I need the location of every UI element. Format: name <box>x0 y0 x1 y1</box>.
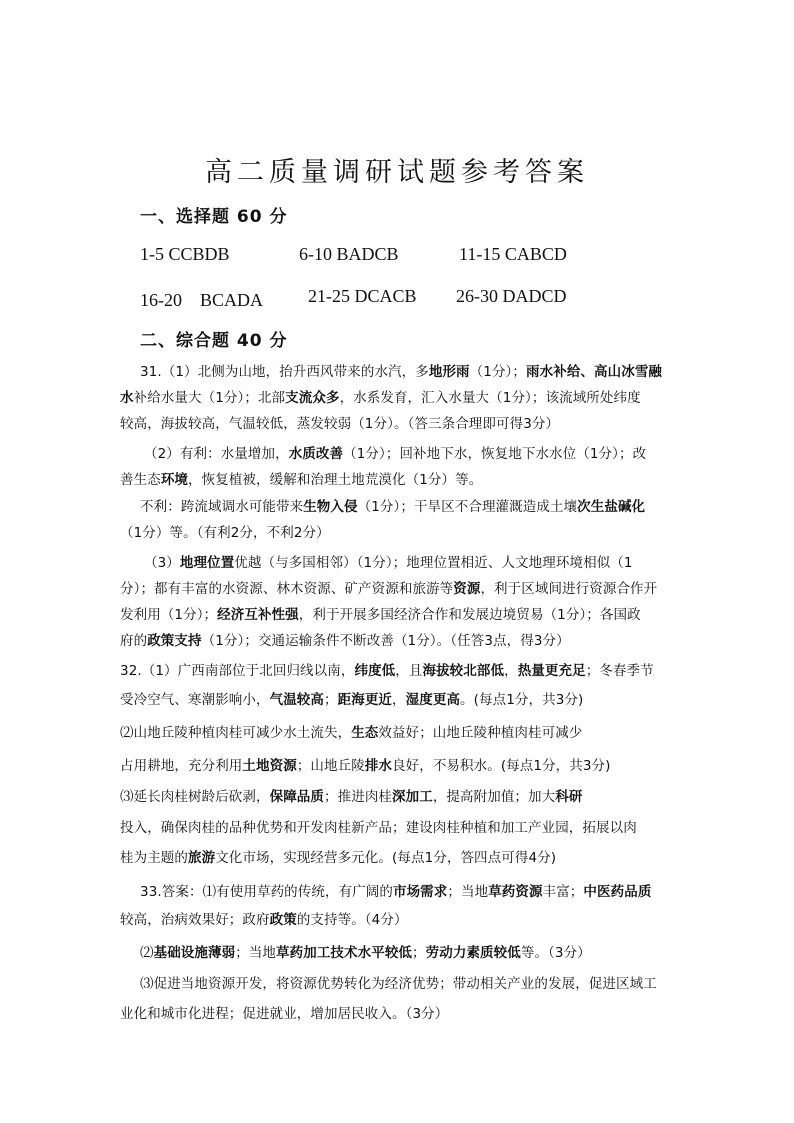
answer-text: ⑵山地丘陵种植肉桂可减少水土流失， <box>120 725 352 741</box>
answer-text: 不利：跨流域调水可能带来 <box>140 499 304 515</box>
key-term: 土地资源 <box>242 758 297 774</box>
answer-text: ，恢复植被，缓解和治理土地荒漠化（1分）等。 <box>188 472 483 488</box>
answer-text: 占用耕地，充分利用 <box>120 758 243 774</box>
answer-line <box>120 631 570 651</box>
answer-text: （2）有利：水量增加， <box>144 446 289 462</box>
answer-text: 投入，确保肉桂的品种优势和开发肉桂新产品；建设肉桂种植和加工产业园，拓展以肉 <box>120 820 637 836</box>
answer-text: ；山地丘陵 <box>296 758 365 774</box>
answer-text: 善生态 <box>120 472 161 488</box>
key-term: 水质改善 <box>288 446 344 462</box>
answer-line <box>120 910 408 930</box>
answer-line <box>140 974 657 994</box>
answer-line <box>120 414 559 434</box>
answer-line <box>120 690 583 710</box>
answer-text: ， <box>392 692 406 708</box>
answer-text: 发利用（1分）； <box>120 607 218 623</box>
key-term: 保障品质 <box>269 789 325 805</box>
answer-text: ⑶促进当地资源开发，将资源优势转化为经济优势；带动相关产业的发展，促进区域工 <box>140 976 657 992</box>
answer-text: 文化市场，实现经营多元化。(每点1分，答四点可得4分) <box>215 850 557 866</box>
answer-text: 分）；都有丰富的水资源、林木资源、矿产资源和旅游等 <box>120 581 454 597</box>
key-term: 政策 <box>269 912 297 928</box>
answer-text: 桂为主题的 <box>120 850 188 866</box>
answer-line <box>120 523 330 543</box>
key-term: 气温较高 <box>269 692 325 708</box>
key-term: 距海更近 <box>337 692 393 708</box>
answer-text: 较高，治病效果好；政府 <box>120 912 270 928</box>
answer-text: （1分）； <box>469 364 527 380</box>
answer-line <box>120 661 654 681</box>
key-term: 排水 <box>364 758 393 774</box>
key-term: 环境 <box>160 472 189 488</box>
answer-group: 21-25 DCACB <box>308 286 417 306</box>
key-term: 湿度更高 <box>405 692 461 708</box>
answer-line <box>140 497 645 517</box>
key-term: 基础设施薄弱 <box>153 945 236 961</box>
answer-line <box>120 579 657 599</box>
answer-text: ；当地 <box>447 884 489 900</box>
answer-text: 33.答案：⑴有使用草药的传统，有广阔的 <box>140 884 393 900</box>
key-term: 水 <box>120 390 134 406</box>
section-heading-comprehensive: 二、综合题 40 分 <box>140 331 288 351</box>
answer-line <box>140 362 662 382</box>
answer-line <box>140 943 591 963</box>
answer-text: 效益好；山地丘陵种植肉桂可减少 <box>378 725 583 741</box>
answer-text: ，且 <box>395 663 423 679</box>
answer-line <box>144 444 646 464</box>
answer-text: （1分）；交通运输条件不断改善（1分）。（任答3点，得3分） <box>201 633 570 649</box>
key-term: 雨水补给、高山冰雪融 <box>526 364 663 380</box>
key-term: 劳动力素质较低 <box>425 945 521 961</box>
key-term: 经济互补性强 <box>217 607 299 623</box>
answer-line <box>140 882 651 902</box>
answer-text: ；推进肉桂 <box>324 789 393 805</box>
answer-line <box>120 470 482 490</box>
answer-text: 受冷空气、寒潮影响小， <box>120 692 270 708</box>
answer-text: ⑵ <box>140 945 154 961</box>
key-term: 生态 <box>351 725 379 741</box>
answer-text: 等。（3分） <box>520 945 591 961</box>
answer-line <box>120 756 611 776</box>
answer-text: （1分）；干旱区不合理灌溉造成土壤 <box>357 499 578 515</box>
key-term: 科研 <box>555 789 583 805</box>
answer-text: 32.（1）广西南部位于北回归线以南， <box>120 663 355 679</box>
key-term: 纬度低 <box>354 663 396 679</box>
answer-group: 6-10 BADCB <box>299 244 399 264</box>
key-term: 中医药品质 <box>583 884 652 900</box>
answer-text: 府的 <box>120 633 148 649</box>
answer-text: 较高，海拔较高，气温较低，蒸发较弱（1分）。（答三条合理即可得3分） <box>120 416 560 432</box>
answer-line <box>120 848 556 868</box>
key-term: 市场需求 <box>392 884 448 900</box>
answer-text: ； <box>412 945 426 961</box>
key-term: 资源 <box>453 581 481 597</box>
answer-text: 业化和城市化进程；促进就业，增加居民收入。（3分） <box>120 1006 449 1022</box>
answer-line <box>144 553 633 573</box>
answer-text: ；冬春季节 <box>585 663 654 679</box>
key-term: 生物入侵 <box>303 499 358 515</box>
answer-group: 11-15 CABCD <box>459 244 567 264</box>
answer-text: 31.（1）北侧为山地，抬升西风带来的水汽，多 <box>140 364 429 380</box>
answer-group: 26-30 DADCD <box>456 286 567 306</box>
answer-text: 。(每点1分，共3分) <box>460 692 584 708</box>
key-term: 草药加工技术水平较低 <box>276 945 413 961</box>
answer-text: （3） <box>144 555 180 571</box>
answer-line <box>120 1004 448 1024</box>
answer-text: ，利于开展多国经济合作和发展边境贸易（1分）；各国政 <box>298 607 641 623</box>
key-term: 地形雨 <box>428 364 470 380</box>
answer-text: ； <box>324 692 338 708</box>
answer-line <box>120 605 641 625</box>
answer-line <box>120 723 582 743</box>
answer-text: ，利于区域间进行资源合作开 <box>480 581 658 597</box>
answer-line <box>120 787 582 807</box>
answer-text: （1分）等。（有利2分，不利2分） <box>120 525 330 541</box>
key-term: 次生盐碱化 <box>577 499 646 515</box>
key-term: 支流众多 <box>285 390 340 406</box>
answer-text: 优越（与多国相邻）（1分）；地理位置相近、人文地理环境相似（1 <box>234 555 633 571</box>
answer-text: ⑶延长肉桂树龄后砍剥， <box>120 789 270 805</box>
key-term: 地理位置 <box>179 555 235 571</box>
answer-text: ， <box>504 663 518 679</box>
answer-text: （1分）；回补地下水，恢复地下水水位（1分）；改 <box>343 446 647 462</box>
answer-text: ；当地 <box>235 945 277 961</box>
answer-text: 良好，不易积水。(每点1分，共3分) <box>392 758 611 774</box>
answer-group: 1-5 CCBDB <box>140 244 230 264</box>
key-term: 草药资源 <box>488 884 543 900</box>
answer-group: 16-20 BCADA <box>140 290 264 310</box>
answer-text: ，水系发育，汇入水量大（1分）；该流域所处纬度 <box>339 390 641 406</box>
answer-text: 补给水量大（1分）；北部 <box>133 390 286 406</box>
key-term: 政策支持 <box>147 633 202 649</box>
key-term: 旅游 <box>188 850 216 866</box>
answer-text: 丰富； <box>542 884 584 900</box>
key-term: 热量更充足 <box>517 663 586 679</box>
answer-text: 的支持等。（4分） <box>296 912 408 928</box>
answer-text: ，提高附加值；加大 <box>432 789 556 805</box>
section-heading-multiple-choice: 一、选择题 60 分 <box>140 207 288 227</box>
key-term: 海拔较北部低 <box>422 663 505 679</box>
page-title: 高二质量调研试题参考答案 <box>205 157 589 188</box>
answer-line <box>120 818 637 838</box>
answer-line <box>120 388 641 408</box>
key-term: 深加工 <box>392 789 433 805</box>
